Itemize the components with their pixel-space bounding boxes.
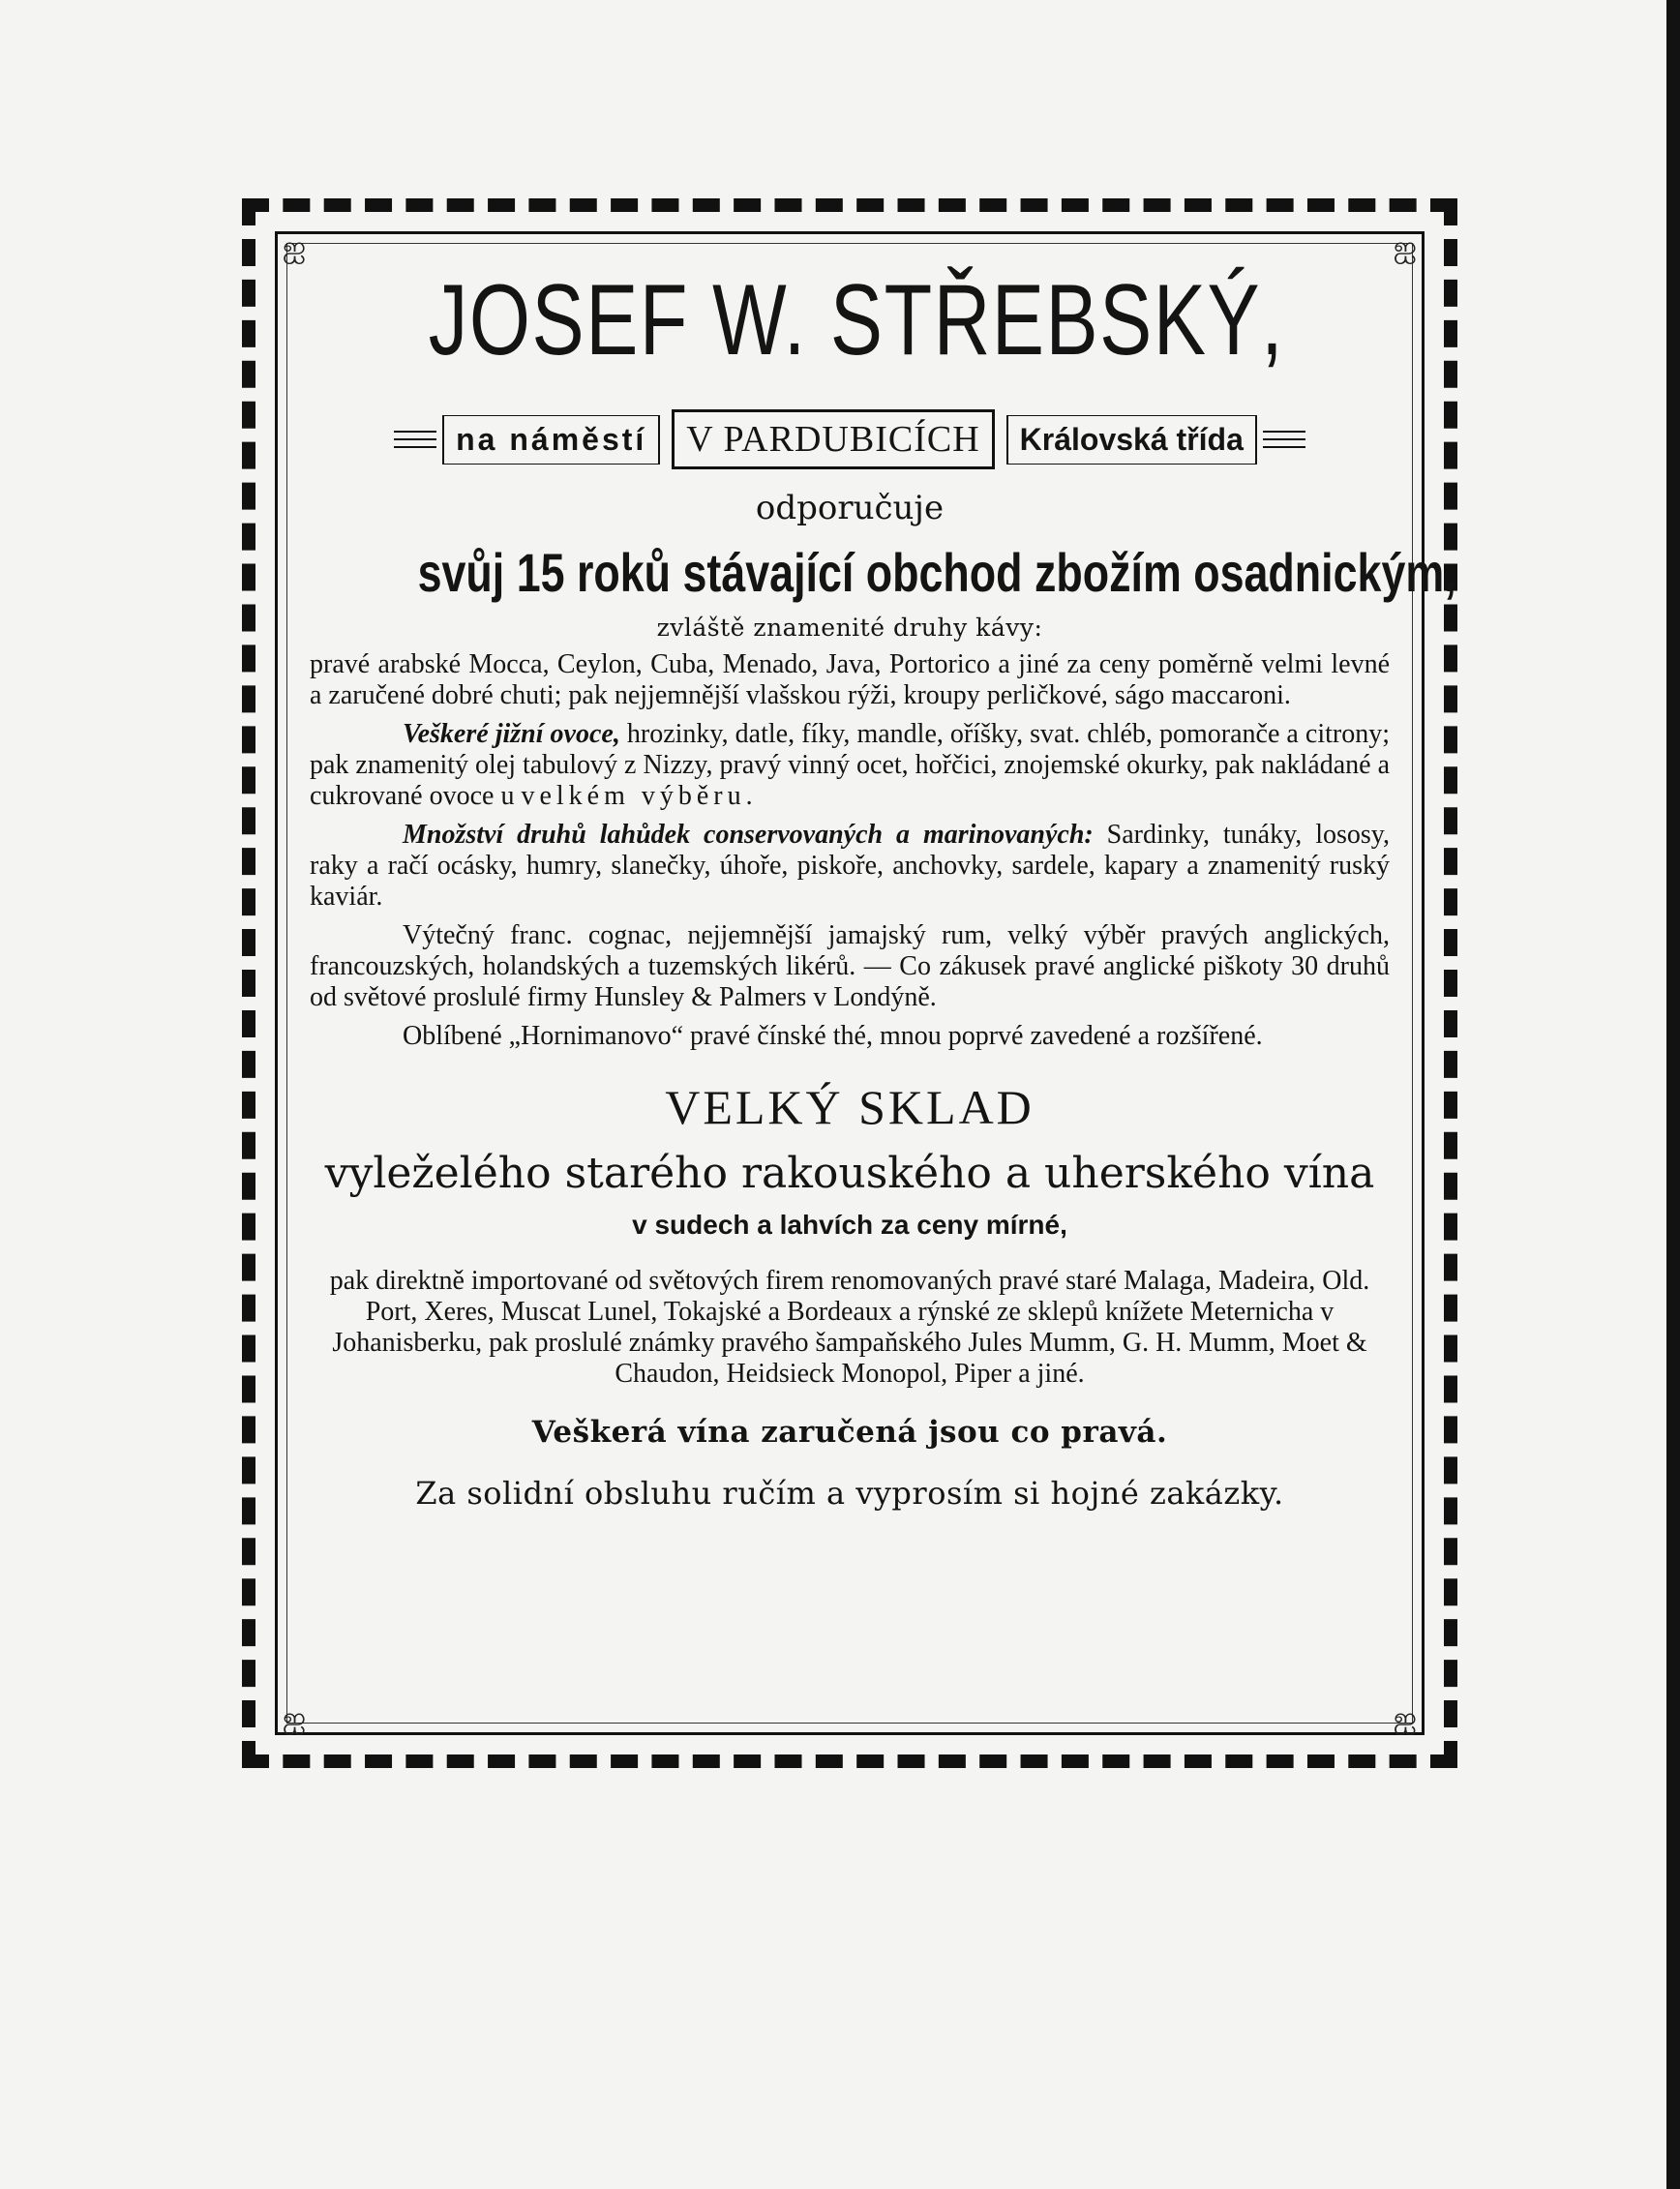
merchant-name: JOSEF W. STŘEBSKÝ, xyxy=(428,264,1285,376)
page-edge-shadow xyxy=(1666,0,1680,2189)
fruit-spaced: velkém výběru. xyxy=(521,781,758,811)
recommends-text: odporučuje xyxy=(755,489,945,527)
coffee-paragraph: pravé arabské Mocca, Ceylon, Cuba, Menado, Java, Portorico a jiné za ceny poměrně velmi levné a zaručené dobré chuti; pak nejjemnější vlašskou rýži, kroupy perličkové, ságo maccaroni. xyxy=(310,649,1390,710)
tea-paragraph: Oblíbené „Hornimanovo“ pravé čínské thé, mnou poprvé zavedené a rozšířené. xyxy=(403,1021,1263,1051)
fruit-paragraph xyxy=(310,719,1390,812)
corner-ornament-icon: ஐ xyxy=(1393,230,1417,264)
business-headline: svůj 15 roků stávající obchod zbožím osadnickým, xyxy=(417,542,1456,603)
corner-ornament-icon: ஐ xyxy=(283,1701,307,1735)
delicacies-lead: Množství druhů lahůdek conservovaných a marinovaných: xyxy=(403,820,1094,850)
corner-ornament-icon: ஐ xyxy=(1393,1701,1417,1735)
guarantee-line: Veškerá vína zaručená jsou co pravá. xyxy=(531,1415,1168,1450)
fruit-lead: Veškeré jižní ovoce, xyxy=(403,719,620,749)
coffee-intro: zvláště znamenité druhy kávy: xyxy=(656,614,1043,642)
wine-description: vyleželého starého rakouského a uherského vína xyxy=(324,1149,1375,1198)
wine-store-heading xyxy=(310,1079,1390,1135)
wine-subline: v sudech a lahvích za ceny mírné, xyxy=(632,1210,1067,1240)
corner-ornament-icon: ஐ xyxy=(283,230,307,264)
wine-store-initial: V xyxy=(665,1080,704,1134)
ad-content xyxy=(310,264,1456,1512)
rule-ornament-right xyxy=(1263,431,1305,448)
address-street: Královská třída xyxy=(1006,415,1257,465)
address-square: na náměstí xyxy=(442,415,660,465)
closing-line: Za solidní obsluhu ručím a vyprosím si hojné zakázky. xyxy=(415,1475,1284,1512)
wine-paragraph: pak direktně importované od světových firem renomovaných pravé staré Malaga, Madeira, Old. Port, Xeres, Muscat Lunel, Tokajské a Bordeaux a rýnské ze sklepů knížete Meternicha v Johanisberku, pak proslulé známky pravého šampaňského Jules Mumm, G. H. Mumm, Moet & Chaudon, Heidsieck Monopol, Piper a jiné. xyxy=(329,1266,1370,1389)
cognac-paragraph: Výtečný franc. cognac, nejjemnější jamajský rum, velký výběr pravých anglických, francouzských, holandských a tuzemských likérů. — Co zákusek pravé anglické piškoty 30 druhů od světové proslulé firmy Hunsley & Palmers v Londýně. xyxy=(310,920,1390,1012)
fruit-text: hrozinky, datle, fíky, mandle, oříšky, svat. chléb, pomoranče a citrony; pak znamenitý olej tabulový z Nizzy, pravý vinný ocet, hořčici, znojemské okurky, pak nakládané a cukrované ovoce u xyxy=(310,719,1390,811)
advertisement-frame xyxy=(242,198,1457,1768)
wine-store-rest: ELKÝ SKLAD xyxy=(703,1080,1035,1134)
delicacies-text: Sardinky, tunáky, lososy, raky a račí ocásky, humry, slanečky, úhoře, piskoře, anchovky, sardele, kapary a znamenitý ruský kaviár. xyxy=(310,820,1390,912)
address-row xyxy=(310,409,1390,469)
address-town: V PARDUBICÍCH xyxy=(672,409,994,469)
delicacies-paragraph xyxy=(310,820,1390,913)
rule-ornament-left xyxy=(394,431,436,448)
